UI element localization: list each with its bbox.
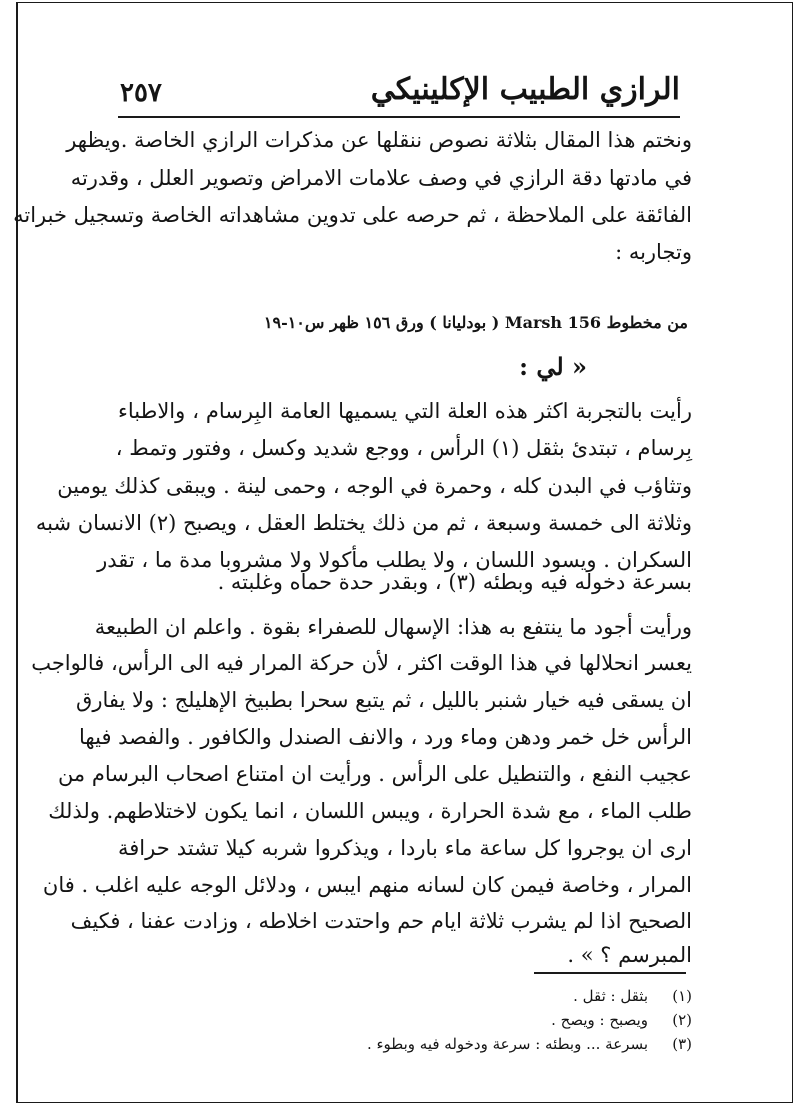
paragraph2-line: المرار ، وخاصة فيمن كان لسانه منهم ايبس ، ودلائل الوجه عليه اغلب . فان bbox=[42, 873, 692, 897]
paragraph2-line: ارى ان يوجروا كل ساعة ماء باردا ، ويذكروا شربه كيلا تشتد حرافة bbox=[118, 836, 692, 860]
paragraph1-line: السكران . ويسود اللسان ، ولا يطلب مأكولا ولا مشروبا مدة ما ، تقدر bbox=[97, 548, 692, 572]
footnote-rule bbox=[534, 972, 686, 974]
page-border-top bbox=[16, 2, 793, 3]
running-head bbox=[120, 70, 680, 110]
page-border-left bbox=[16, 2, 18, 1103]
footnote bbox=[573, 985, 692, 1007]
paragraph2-line: الصحيح اذا لم يشرب ثلاثة ايام حم واحتدت اخلاطه ، وزادت عفنا ، فكيف bbox=[70, 909, 692, 933]
paragraph2-line: المبرسم ؟ » . bbox=[567, 943, 692, 967]
footnote-number: (٣) bbox=[672, 1035, 692, 1053]
intro-line: في مادتها دقة الرازي في وصف علامات الامراض وتصوير العلل ، وقدرته bbox=[70, 166, 692, 190]
intro-line: وتجاربه : bbox=[615, 240, 692, 264]
footnote bbox=[551, 1009, 692, 1031]
paragraph2-line: الرأس خل خمر ودهن وماء ورد ، والانف الصندل والكافور . والفصد فيها bbox=[79, 725, 692, 749]
paragraph2-line: ورأيت أجود ما ينتفع به هذا: الإسهال للصفراء بقوة . واعلم ان الطبيعة bbox=[94, 615, 692, 639]
footnote-number: (٢) bbox=[672, 1011, 692, 1029]
footnote-number: (١) bbox=[672, 987, 692, 1005]
footnote-text: بثقل : ثقل . bbox=[573, 987, 648, 1005]
intro-line: ونختم هذا المقال بثلاثة نصوص ننقلها عن مذكرات الرازي الخاصة .ويظهر bbox=[66, 128, 692, 152]
footnote bbox=[367, 1033, 692, 1055]
paragraph1-line: وتثاؤب في البدن كله ، وحمرة في الوجه ، وحمى لينة . ويبقى كذلك يومين bbox=[57, 474, 692, 498]
header-rule bbox=[118, 116, 680, 118]
page-border-right bbox=[792, 2, 793, 1103]
page-number: ٢٥٧ bbox=[120, 78, 162, 108]
paragraph2-line: يعسر انحلالها في هذا الوقت اكثر ، لأن حركة المرار فيه الى الرأس، فالواجب bbox=[31, 651, 692, 675]
paragraph1-line: رأيت بالتجربة اكثر هذه العلة التي يسميها العامة البِرسام ، والاطباء bbox=[118, 399, 692, 423]
intro-line: الفائقة على الملاحظة ، ثم حرصه على تدوين مشاهداته الخاصة وتسجيل خبراته bbox=[13, 203, 692, 227]
paragraph2-line: عجيب النفع ، والتنطيل على الرأس . ورأيت ان امتناع اصحاب البرسام من bbox=[57, 762, 692, 786]
paragraph1-line: بسرعة دخوله فيه وبطئه (٣) ، وبقدر حدة حماه وغلبته . bbox=[217, 570, 692, 594]
footnote-text: ويصبح : ويصح . bbox=[551, 1011, 648, 1029]
page-border-bottom bbox=[16, 1102, 793, 1103]
paragraph2-line: طلب الماء ، مع شدة الحرارة ، ويبس اللسان ، انما يكون لاختلاطهم. ولذلك bbox=[48, 799, 692, 823]
manuscript-source: من مخطوط Marsh 156 ( بودليانا ) ورق ١٥٦ ظهر س١٠-١٩ bbox=[263, 313, 688, 332]
paragraph1-line: وثلاثة الى خمسة وسبعة ، ثم من ذلك يختلط العقل ، ويصبح (٢) الانسان شبه bbox=[35, 511, 692, 535]
footnote-text: بسرعة ... وبطئه : سرعة ودخوله فيه وبطوء . bbox=[366, 1035, 648, 1053]
paragraph2-line: ان يسقى فيه خيار شنبر بالليل ، ثم يتبع سحرا بطبيخ الإهليلج : ولا يفارق bbox=[76, 688, 692, 712]
running-title: الرازي الطبيب الإكلينيكي bbox=[370, 72, 680, 107]
quote-heading: « لي : bbox=[519, 352, 587, 381]
paragraph1-line: بِرسام ، تبتدئ بثقل (١) الرأس ، ووجع شديد وكسل ، وفتور وتمط ، bbox=[115, 436, 692, 460]
